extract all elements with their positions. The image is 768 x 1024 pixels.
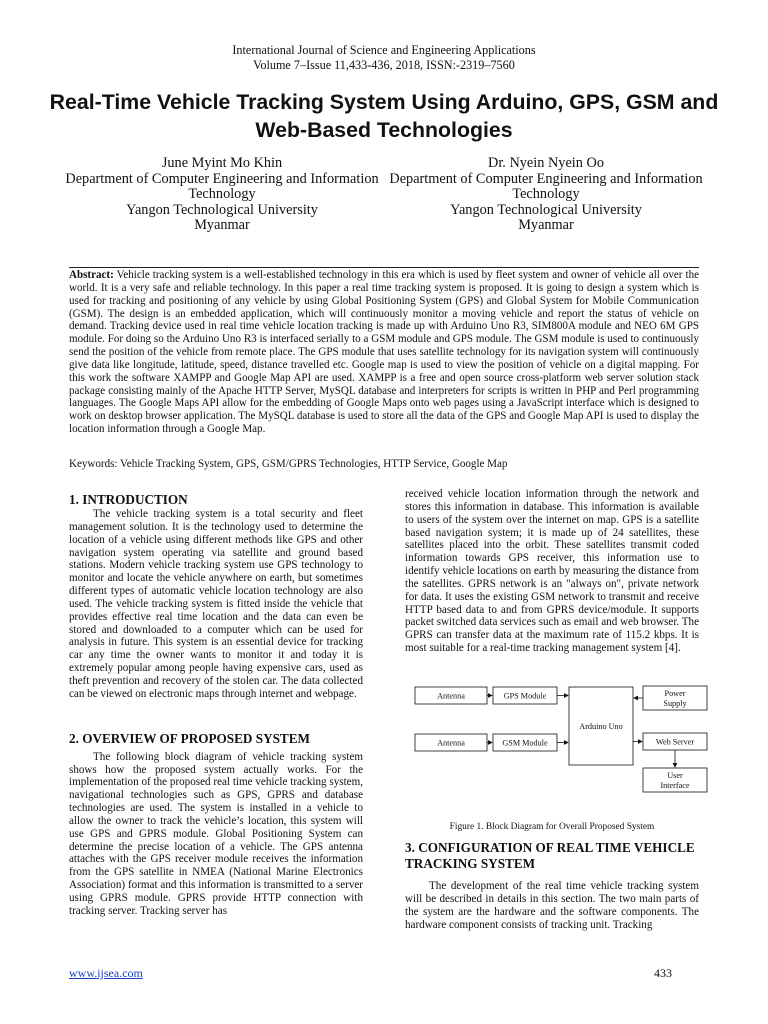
power-label-line2: Supply — [663, 699, 687, 708]
journal-header — [0, 43, 768, 73]
keywords: Keywords: Vehicle Tracking System, GPS, GSM/GPRS Technologies, HTTP Service, Google Map — [69, 458, 508, 470]
block-diagram — [405, 683, 723, 795]
section-heading-introduction: 1. INTRODUCTION — [69, 492, 188, 507]
gsm-module-label: GSM Module — [502, 738, 548, 748]
arduino-label: Arduino Uno — [579, 722, 623, 731]
figure-caption: Figure 1. Block Diagram for Overall Proposed System — [449, 822, 655, 832]
right-paragraph: received vehicle location information through the network and stores this information in database. This information is available to users of the system over the internet on map. GPS is a satellite based navigation system; it is made up of 24 satellites, these satellites placed into the orbit. These satellites transmit coded information towards GPS receiver, this information use to identify vehicle locations on earth by measuring the distance from the satellites. GPRS network is an "always on", private network for data. It uses the existing GSM network to transmit and receive HTTP based data to and from GPRS device/module. It supports packet switched data services such as email and web browser. The GPRS can transfer data at the maximum rate of 115.2 kbps. It is most suitable for a real-time tracking management system [4]. — [405, 488, 699, 655]
introduction-paragraph: The vehicle tracking system is a total security and fleet management solution. It is the technology used to determine the location of a vehicle using different methods like GPS and other navigation system operating via satellite and ground based stations. Modern vehicle tracking system use GPS technology to monitor and locate the vehicle anywhere on earth, but sometimes different types of automatic vehicle location technology are also used. The vehicle tracking system is fitted inside the vehicle that provides effective real time location and the data can even be stored and downloaded to a computer which can be used for analysis in future. This system is an essential device for tracking car any time the owner wants to monitor it and today it is extremely popular among people having expensive cars, used as theft prevention and recovery of the stolen car. The data collected can be viewed on electronic maps through internet and webpage. — [69, 508, 363, 700]
abstract-text: Vehicle tracking system is a well-established technology in this era which is used by fleet system and owner of vehicle all over the world. It is a very safe and reliable technology. In this paper a real time tracking system is proposed. It is going to design a system which is used for tracking and positioning of any vehicle by using Global Positioning System (GPS) and Global System for Mobile Communication (GSM). The design is an embedded application, which will continuously monitor a moving vehicle and report the status of vehicle on demand. Tracking device used in real time vehicle location tracking is made up with Arduino Uno R3, SIM800A module and NEO 6M GPS module. For doing so the Arduino Uno R3 is interfaced serially to a GSM module and GPS module. The GSM module is used to continuously send the position of the vehicle from remote place. The GPS module that uses satellite technology for its navigation system will continuously give data like longitude, latitude, speed, distance travelled etc. Google map is used to view the position of vehicle on a digital mapping. For this work the software XAMPP and Google Map API are used. XAMPP is a free and open source cross-platform web server solution stack package consisting mainly of the Apache HTTP Server, MySQL database and interpreters for scripts is written in PHP and Perl programming languages. The Google Maps API allow for the embedding of Google Maps onto web pages using a JavaScript interface which is designed to work on desktop browser application. The MySQL database is used to store all the data of the GPS and Google Map API is used to display the location information through a Google Map. — [69, 269, 699, 436]
overview-paragraph: The following block diagram of vehicle tracking system shows how the proposed system actually works. For the implementation of the proposed real time vehicle tracking system, navigational technologies such as GPS, GPRS and database technologies are used. The system is installed in a vehicle to allow the owner to track the vehicle’s location, this system will use GPS and GPRS module. Global Positioning System can determine the precise location of a vehicle. The GPS antenna attaches with the GPS receiver module receives the information from the GPS satellite in NMEA (National Marine Electronics Association) format and this information is transmitted to a server using GPRS module. GPRS provide HTTP connection with tracking server. Tracking server has — [69, 750, 363, 917]
configuration-body — [405, 880, 699, 931]
author-department: Department of Computer Engineering and Information Technology — [389, 170, 703, 203]
antenna-label-2: Antenna — [437, 738, 465, 748]
paper-title: Real-Time Vehicle Tracking System Using Arduino, GPS, GSM and Web-Based Technologies — [49, 90, 719, 142]
abstract — [69, 267, 699, 436]
author-university: Yangon Technological University — [450, 201, 642, 218]
block-diagram-svg — [405, 683, 723, 795]
author-university: Yangon Technological University — [126, 201, 318, 218]
author-department: Department of Computer Engineering and Information Technology — [65, 170, 379, 203]
journal-volume: Volume 7–Issue 11,433-436, 2018, ISSN:-2319–7560 — [253, 58, 515, 72]
page-number: 433 — [654, 966, 672, 980]
author-block-2 — [376, 156, 716, 234]
author-country: Myanmar — [194, 217, 250, 234]
section-heading-overview: 2. OVERVIEW OF PROPOSED SYSTEM — [69, 730, 310, 746]
user-label-line1: User — [667, 771, 683, 780]
author-block-1 — [52, 156, 392, 234]
author-name: Dr. Nyein Nyein Oo — [488, 155, 604, 171]
antenna-label-1: Antenna — [437, 691, 465, 701]
configuration-paragraph: The development of the real time vehicle tracking system will be described in details in this section. The two main parts of the system are the hardware and the software components. The hardware component consists of tracking unit. Tracking — [405, 880, 699, 931]
abstract-label: Abstract: — [69, 269, 114, 281]
power-label-line1: Power — [664, 689, 686, 698]
author-name: June Myint Mo Khin — [161, 155, 283, 171]
author-country: Myanmar — [518, 217, 574, 234]
right-column — [405, 488, 699, 655]
left-column — [69, 492, 363, 918]
web-server-label: Web Server — [655, 737, 695, 747]
section-heading-configuration: 3. CONFIGURATION OF REAL TIME VEHICLE TRACKING SYSTEM — [405, 840, 695, 871]
gps-module-label: GPS Module — [503, 691, 547, 701]
footer-link[interactable]: www.ijsea.com — [69, 966, 143, 980]
journal-name: International Journal of Science and Engineering Applications — [232, 43, 536, 57]
user-label-line2: Interface — [660, 781, 690, 790]
